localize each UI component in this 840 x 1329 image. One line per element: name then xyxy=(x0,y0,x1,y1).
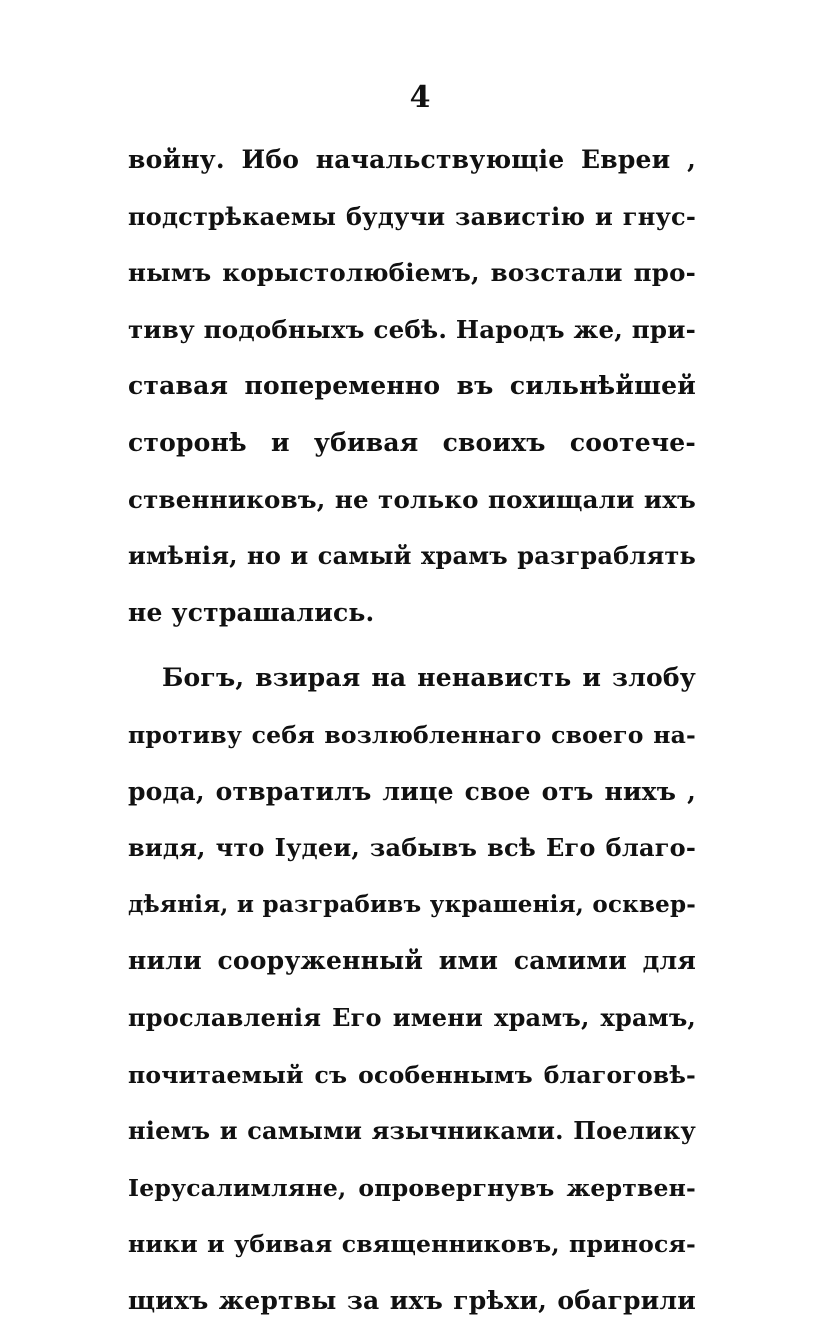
text-line: рода, отвратилъ лице свое отъ нихъ , xyxy=(128,776,696,806)
text-line: дѣянія, и разграбивъ украшенія, осквер- xyxy=(128,890,696,918)
text-line: тиву подобныхъ себѣ. Народъ же, при- xyxy=(128,314,696,344)
body-text xyxy=(128,132,696,1329)
text-line: Богъ, взирая на ненависть и злобу xyxy=(162,663,696,693)
text-line: ственниковъ, не только похищали ихъ xyxy=(128,484,696,514)
text-line: нили сооруженный ими самими для xyxy=(128,946,696,976)
paragraph-2 xyxy=(128,650,696,1329)
text-line: имѣнія, но и самый храмъ разграблять xyxy=(128,541,696,571)
text-line: почитаемый съ особеннымъ благоговѣ- xyxy=(128,1060,696,1089)
text-line: не устрашались. xyxy=(128,597,375,627)
text-line: подстрѣкаемы будучи завистію и гнус- xyxy=(128,201,696,231)
text-line: ники и убивая священниковъ, принося- xyxy=(128,1230,696,1259)
text-line: войну. Ибо начальствующіе Евреи , xyxy=(128,145,696,174)
text-line: противу себя возлюбленнаго своего на- xyxy=(128,720,696,749)
text-line: прославленія Его имени храмъ, храмъ, xyxy=(128,1002,696,1032)
text-line: нымъ корыстолюбіемъ, возстали про- xyxy=(128,258,696,288)
text-line: Іерусалимляне, опровергнувъ жертвен- xyxy=(128,1173,696,1202)
page-number: 4 xyxy=(409,80,431,115)
text-line: видя, что Іудеи, забывъ всѣ Его благо- xyxy=(128,833,696,863)
text-line: щихъ жертвы за ихъ грѣхи, обагрили xyxy=(128,1285,696,1315)
paragraph-1 xyxy=(128,132,696,641)
text-line: ніемъ и самыми язычниками. Поелику xyxy=(128,1116,696,1146)
text-line: ставая попеременно въ сильнѣйшей xyxy=(128,371,696,401)
paragraph-gap xyxy=(128,641,696,650)
text-line: сторонѣ и убивая своихъ соотече- xyxy=(128,427,696,457)
